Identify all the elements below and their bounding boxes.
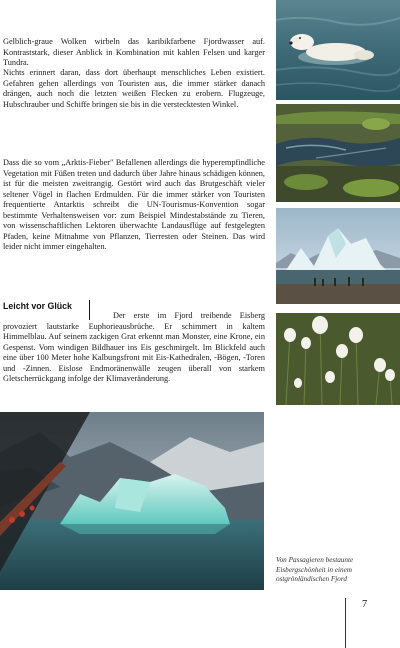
iceberg-photo bbox=[276, 208, 400, 304]
paragraph-fjord-clouds: Gelblich-graue Wolken wirbeln das karibikfarbene Fjordwasser auf. Kontraststark, dieser Anblick in Kombination mit kahlen Felsen und karger Tundra. bbox=[3, 37, 265, 67]
paragraph-iceberg: Der erste im Fjord treibende Eisberg provoziert lautstarke Euphorieausbrüche. Er schimmert in kaltem Himmelblau. Auf seinem zackigen Grat erkennt man Monster, eine Krone, ein Gespenst. Vom windigen Bildhauer ins Eis geschmirgelt. Im Blickfeld auch eine über 100 Meter hohe Kalbungsfront mit Eis-Kathedralen, -Bögen, -Toren und -Zinnen. Eislose Endmoränenwälle zeugen überall von starkem Gletscherrückgang infolge der Klimaveränderung. bbox=[3, 311, 265, 383]
fjord-iceberg-photo bbox=[0, 412, 264, 590]
photo-caption: Von Passagieren bestaunte Eisbergschönheit in einem ostgrönländischen Fjord bbox=[276, 556, 354, 584]
page-number: 7 bbox=[362, 599, 368, 610]
polar-bear-photo bbox=[276, 0, 400, 100]
paragraph-arctic-fever: Dass die so vom „Arktis-Fieber" Befallenen allerdings die hyperempfindliche Vegetation mit Füßen treten und dadurch über Jahre hinaus schädigen können, ist für die meisten zweitrangig. Gestört wird auch das Brutgeschäft vieler seltener Vögel in flachen Erdmulden. Für die immer stärker von Touristen frequentierte Antarktis schreibt die UN-Tourismus-Konvention sogar bestimmte Verhaltensweisen vor: zum Beispiel Mindestabstände zu Tieren, von wissenschaftlichen Lektoren überwachte Landausflüge auf festgelegten Pfaden, keine Mitnahme von Pflanzen, Tierresten oder Steinen. Das wird leider nicht immer eingehalten. bbox=[3, 158, 265, 251]
tundra-stream-photo bbox=[276, 104, 400, 202]
page-number-divider bbox=[345, 598, 346, 648]
paragraph-tourists: Nichts erinnert daran, dass dort überhaupt menschliches Leben existiert. Gefahren gehen allerdings von Touristen aus, die immer stärker danach drängen, auch noch die letzten weißen Flecken zu erobern. Flugzeuge, Hubschrauber und Schiffe bringen sie bis in die verstecktesten Winkel. bbox=[3, 68, 265, 109]
section-heading: Leicht vor Glück bbox=[3, 301, 72, 311]
cotton-grass-photo bbox=[276, 313, 400, 405]
